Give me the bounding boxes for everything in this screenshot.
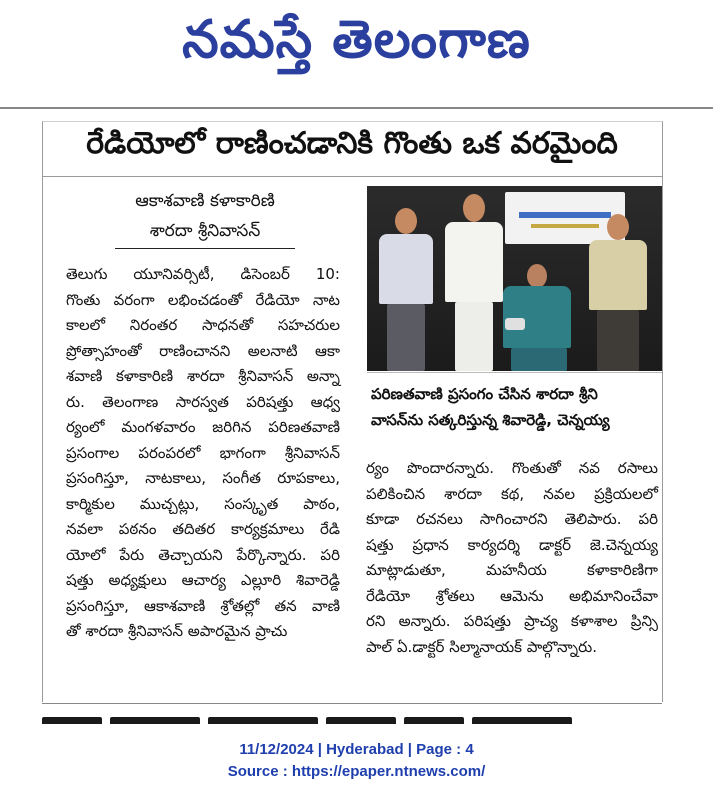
photo-caption (367, 372, 662, 446)
body-line: ప్రోత్సాహంతో రాణించానని అలనాటి ఆకా (66, 341, 340, 360)
article-headline: రేడియోలో రాణించడానికి గొంతు ఒక వరమైంది (86, 126, 618, 161)
body-line: శవాణి కళాకారిణి శారదా శ్రీనివాసన్ అన్నా (66, 367, 340, 385)
footer-date-edition: 11/12/2024 | Hyderabad | Page : 4 (239, 741, 474, 758)
caption-line: పరిణతవాణి ప్రసంగం చేసిన శారదా శ్రీని (371, 385, 598, 403)
body-line: షత్తు అధ్యక్షులు ఆచార్య ఎల్లూరి శివారెడ్డి (66, 571, 340, 589)
body-line: షత్తు ప్రధాన కార్యదర్శి డాక్టర్ జె.చెన్నయ్య (366, 535, 658, 554)
body-line: రని అన్నారు. పరిషత్తు ప్రాచ్య కళాశాల ప్రిన్సి (366, 612, 658, 630)
body-line: రేడియో శ్రోతలు ఆమెను అభిమానించేవా (366, 586, 658, 605)
body-line: ప్రసంగిస్తూ, ఆకాశవాణి శ్రోతల్లో తన వాణి (66, 596, 340, 615)
body-line: కాలలో నిరంతర సాధనతో సహచరుల (66, 316, 340, 334)
person-right (581, 214, 655, 371)
body-line: నవలా పఠనం తదితర కార్యక్రమాలు రేడి (66, 520, 340, 538)
body-line: పాల్ ఏ.డాక్టర్ సిల్మానాయక్ పాల్గొన్నారు. (366, 637, 597, 656)
masthead-divider (0, 107, 713, 109)
body-line: తో శారదా శ్రీనివాసన్ అపారమైన ప్రాచు (66, 622, 288, 640)
byline-name: శారదా శ్రీనివాసన్ (149, 221, 261, 241)
masthead (0, 0, 713, 92)
headline-divider (42, 176, 662, 177)
page-footer (0, 739, 713, 783)
clipping-bottom-divider (42, 703, 662, 704)
body-line: ప్రసంగాల పరంపరలో భాగంగా శ్రీనివాసన్ (66, 443, 340, 462)
footer-source: Source : https://epaper.ntnews.com/ (227, 763, 486, 780)
body-line: కార్మికుల ముచ్చట్లు, సంస్కృత పాఠం, (66, 494, 340, 513)
body-line: గొంతు వరంగా లభించడంతో రేడియో నాట (66, 290, 340, 309)
body-line: ర్యం పొందారన్నారు. గొంతుతో నవ రసాలు (366, 459, 658, 477)
byline-underline (115, 248, 295, 249)
person-left (371, 208, 441, 371)
body-line: తెలుగు యూనివర్సిటీ, డిసెంబర్ 10: (66, 265, 340, 283)
cut-off-next-headline (42, 712, 662, 724)
body-line: రు. తెలంగాణ సారస్వత పరిషత్తు ఆధ్వ (66, 392, 340, 411)
caption-line: వాసన్‌ను సత్కరిస్తున్న శివారెడ్డి, చెన్నయ్య (371, 411, 610, 429)
event-photo (367, 186, 662, 371)
body-line: ర్యంలో మంగళవారం జరిగిన పరిణతవాణి (66, 418, 340, 436)
article-left-column (66, 262, 340, 645)
body-line: యోలో పేరు తెచ్చాయని పేర్కొన్నారు. పరి (66, 545, 340, 564)
body-line: మాట్లాడుతూ, మహనీయ కళాకారిణిగా (366, 561, 658, 579)
article-right-column (366, 456, 658, 660)
byline (90, 186, 320, 249)
person-seated-honoree (493, 264, 579, 371)
body-line: ప్రసంగిస్తూ, నాటకాలు, సంగీత రూపకాలు, (66, 469, 340, 487)
masthead-title: నమస్తే తెలంగాణ (182, 9, 531, 70)
body-line: కూడా రచనలు సాగించారని తెలిపారు. పరి (366, 510, 658, 528)
byline-role: ఆకాశవాణి కళాకారిణి (135, 191, 275, 211)
body-line: పలికించిన శారదా కథ, నవల ప్రక్రియలలో (366, 484, 658, 503)
